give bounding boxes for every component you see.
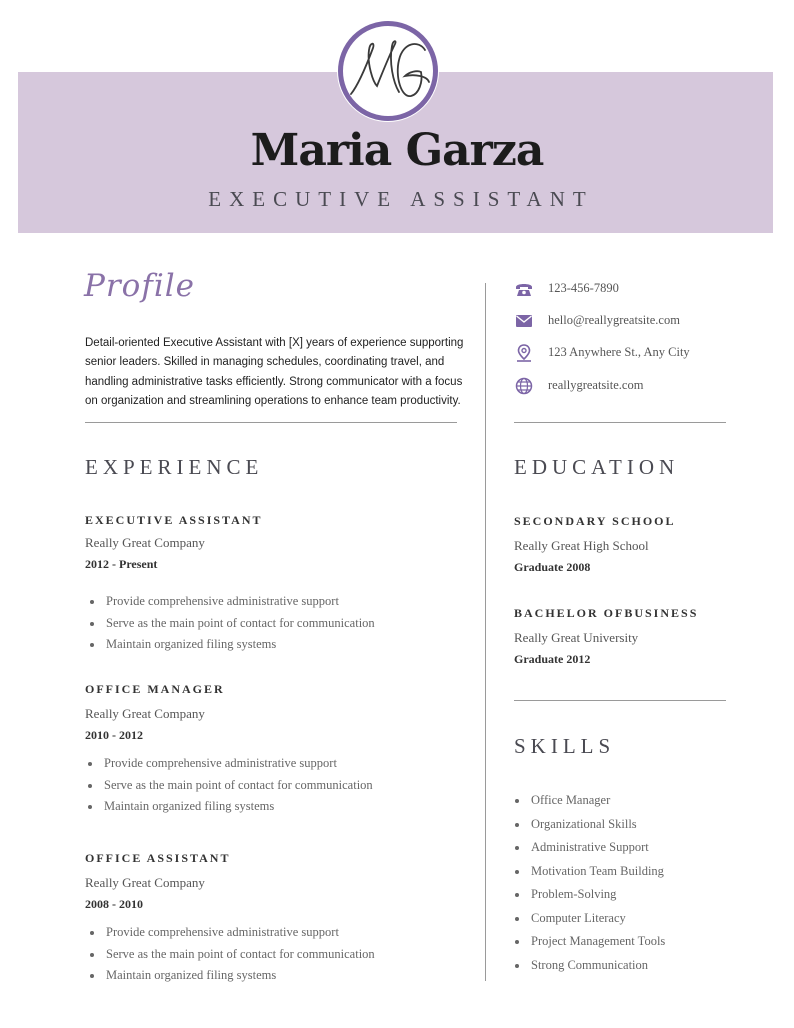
monogram-icon	[337, 20, 439, 122]
location-pin-icon	[514, 343, 534, 363]
list-item: Strong Communication	[514, 954, 764, 978]
job-company: Really Great Company	[85, 875, 205, 890]
job-dates: 2010 - 2012	[85, 728, 143, 742]
contact-email	[514, 311, 714, 331]
education-graduation: Graduate 2012	[514, 652, 591, 666]
candidate-name: Maria Garza	[250, 125, 544, 176]
job-title: OFFICE MANAGER	[85, 682, 225, 696]
education-school: Really Great High School	[514, 538, 649, 553]
list-item: Office Manager	[514, 789, 764, 813]
list-item: Problem-Solving	[514, 883, 764, 907]
contact-website	[514, 376, 714, 396]
list-item: Provide comprehensive administrative support	[85, 591, 475, 613]
experience-heading: EXPERIENCE	[85, 455, 264, 479]
education-item	[514, 606, 764, 667]
education-divider	[514, 700, 726, 701]
job-bullets	[83, 753, 473, 818]
profile-text: Detail-oriented Executive Assistant with [X] years of experience supporting senior leaders. Skilled in managing schedules, coordinating travel, and handling administrative tasks efficiently. Strong communicator with a focus on organization and streamlining operations to enhance team productivity.	[85, 337, 464, 407]
list-item: Serve as the main point of contact for communication	[85, 613, 475, 635]
monogram-logo	[337, 20, 439, 122]
skills-heading: SKILLS	[514, 734, 616, 758]
candidate-title: EXECUTIVE ASSISTANT	[208, 187, 594, 211]
list-item: Serve as the main point of contact for communication	[85, 944, 475, 966]
experience-item	[85, 682, 475, 743]
education-item	[514, 514, 764, 575]
email-icon	[514, 311, 534, 331]
education-school: Really Great University	[514, 630, 639, 645]
list-item: Project Management Tools	[514, 930, 764, 954]
contact-phone	[514, 279, 714, 299]
column-divider	[485, 283, 486, 981]
job-company: Really Great Company	[85, 535, 205, 550]
contact-address	[514, 343, 714, 363]
education-graduation: Graduate 2008	[514, 560, 591, 574]
contact-divider	[514, 422, 726, 423]
skills-list	[514, 789, 764, 977]
education-heading: EDUCATION	[514, 455, 680, 479]
list-item: Administrative Support	[514, 836, 764, 860]
job-title: OFFICE ASSISTANT	[85, 851, 231, 865]
contact-website-text[interactable]: reallygreatsite.com	[548, 378, 644, 392]
job-dates: 2008 - 2010	[85, 897, 143, 911]
education-degree: BACHELOR OFBUSINESS	[514, 606, 699, 620]
phone-icon	[514, 279, 534, 299]
list-item: Provide comprehensive administrative support	[85, 922, 475, 944]
contact-email-text[interactable]: hello@reallygreatsite.com	[548, 313, 680, 327]
list-item: Provide comprehensive administrative support	[83, 753, 473, 775]
contact-phone-text[interactable]: 123-456-7890	[548, 281, 619, 295]
contact-address-text: 123 Anywhere St., Any City	[548, 345, 690, 359]
experience-item	[85, 513, 475, 572]
job-dates: 2012 - Present	[85, 557, 158, 571]
list-item: Maintain organized filing systems	[85, 965, 475, 987]
list-item: Motivation Team Building	[514, 860, 764, 884]
list-item: Serve as the main point of contact for communication	[83, 775, 473, 797]
job-company: Really Great Company	[85, 706, 205, 721]
globe-icon	[514, 376, 534, 396]
list-item: Maintain organized filing systems	[83, 796, 473, 818]
list-item: Organizational Skills	[514, 813, 764, 837]
education-degree: SECONDARY SCHOOL	[514, 514, 676, 528]
list-item: Maintain organized filing systems	[85, 634, 475, 656]
job-bullets	[85, 591, 475, 656]
job-title: EXECUTIVE ASSISTANT	[85, 513, 263, 527]
list-item: Computer Literacy	[514, 907, 764, 931]
profile-divider	[85, 422, 457, 423]
job-bullets	[85, 922, 475, 987]
experience-item	[85, 851, 475, 912]
profile-heading: Profile	[84, 268, 195, 304]
